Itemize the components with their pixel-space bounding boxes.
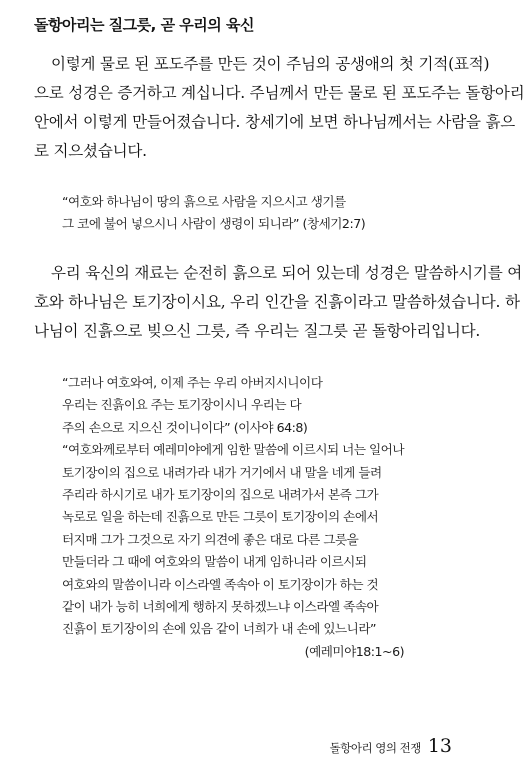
paragraph-line: 우리 육신의 재료는 순전히 흙으로 되어 있는데 성경은 말씀하시기를 여 bbox=[51, 264, 522, 282]
scripture-quote-genesis bbox=[62, 191, 452, 235]
quote-line: 주리라 하시기로 내가 토기장이의 집으로 내려가서 본즉 그가 bbox=[62, 487, 379, 503]
quote-line: 우리는 진흙이요 주는 토기장이시니 우리는 다 bbox=[62, 397, 302, 413]
quote-line: 여호와의 말씀이니라 이스라엘 족속아 이 토기장이가 하는 것 bbox=[62, 576, 379, 592]
paragraph-line: 이렇게 물로 된 포도주를 만든 것이 주님의 공생애의 첫 기적(표적) bbox=[51, 55, 490, 73]
quote-line: 같이 내가 능히 너희에게 행하지 못하겠느냐 이스라엘 족속아 bbox=[62, 599, 379, 615]
paragraph-1 bbox=[34, 50, 524, 166]
quote-line: “그러나 여호와여, 이제 주는 우리 아버지시니이다 bbox=[62, 375, 323, 390]
quote-line: 진흙이 토기장이의 손에 있음 같이 너희가 내 손에 있느니라” bbox=[62, 621, 377, 637]
paragraph-line: 으로 성경은 증거하고 계십니다. 주님께서 만든 물로 된 포도주는 돌항아리 bbox=[34, 84, 524, 102]
quote-line: “여호와께로부터 예레미야에게 임한 말씀에 이르시되 너는 일어나 bbox=[62, 442, 405, 458]
quote-reference: (예레미야18:1~6) bbox=[304, 643, 404, 659]
paragraph-2 bbox=[34, 259, 522, 346]
paragraph-line: 나님이 진흙으로 빚으신 그릇, 즉 우리는 질그릇 곧 돌항아리입니다. bbox=[34, 322, 481, 340]
quote-line: 만들더라 그 때에 여호와의 말씀이 내게 임하니라 이르시되 bbox=[62, 554, 367, 570]
page-footer bbox=[330, 735, 452, 757]
running-title: 돌항아리 영의 전쟁 bbox=[329, 741, 421, 755]
quote-line: 그 코에 불어 넣으시니 사람이 생령이 되니라” (창세기2:7) bbox=[62, 216, 366, 231]
paragraph-line: 호와 하나님은 토기장이시요, 우리 인간을 진흙이라고 말씀하셨습니다. 하 bbox=[34, 293, 520, 311]
quote-line: “여호와 하나님이 땅의 흙으로 사람을 지으시고 생기를 bbox=[62, 194, 346, 209]
scripture-quote-isaiah-jeremiah bbox=[62, 372, 452, 663]
section-heading: 돌항아리는 질그릇, 곧 우리의 육신 bbox=[34, 16, 254, 34]
quote-line: 토기장이의 집으로 내려가라 내가 거기에서 내 말을 네게 들려 bbox=[62, 464, 382, 480]
paragraph-line: 안에서 이렇게 만들어졌습니다. 창세기에 보면 하나님께서는 사람을 흙으 bbox=[34, 113, 516, 131]
quote-line: 녹로로 일을 하는데 진흙으로 만든 그릇이 토기장이의 손에서 bbox=[62, 509, 379, 525]
quote-line: 터지매 그가 그것으로 자기 의견에 좋은 대로 다른 그릇을 bbox=[62, 531, 359, 547]
page-number: 13 bbox=[427, 735, 452, 757]
quote-line: 주의 손으로 지으신 것이니이다” (이사야 64:8) bbox=[62, 419, 308, 435]
paragraph-line: 로 지으셨습니다. bbox=[34, 142, 147, 160]
